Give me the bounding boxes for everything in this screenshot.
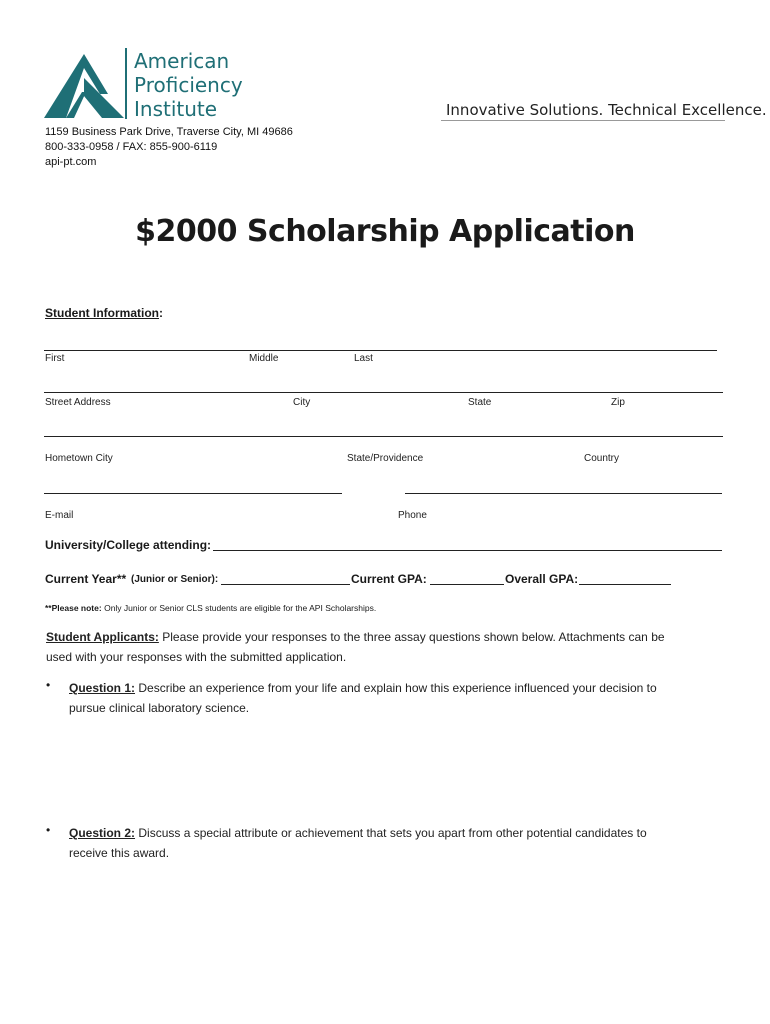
student-info-heading: [45, 306, 163, 320]
city-label: City: [293, 397, 311, 408]
tagline: Innovative Solutions. Technical Excellence.: [446, 101, 767, 119]
question-2-label: Question 2:: [69, 826, 136, 840]
brand-line-3: Institute: [134, 97, 218, 121]
overall-gpa-field[interactable]: [579, 584, 671, 585]
middle-label: Middle: [249, 353, 279, 364]
hometown-label: Hometown City: [45, 453, 113, 464]
question-2: [69, 823, 739, 863]
question-1-text-1: Describe an experience from your life and explain how this experience influenced your decision to: [138, 681, 657, 695]
state-label: State: [468, 397, 492, 408]
question-2-text-1: Discuss a special attribute or achievement that sets you apart from other potential candidates to: [138, 826, 647, 840]
applicants-paragraph: [46, 627, 736, 667]
phone-label: Phone: [398, 510, 427, 521]
address: 1159 Business Park Drive, Traverse City, MI 49686: [45, 126, 293, 138]
question-1-text-2: pursue clinical laboratory science.: [69, 701, 250, 715]
phone-field[interactable]: [405, 493, 722, 494]
hometown-state-label: State/Providence: [347, 453, 424, 464]
email-label: E-mail: [45, 510, 74, 521]
question-1-label: Question 1:: [69, 681, 136, 695]
note-text: Only Junior or Senior CLS students are eligible for the API Scholarships.: [104, 603, 377, 613]
brand-line-1: American: [134, 49, 230, 73]
eligibility-note: [45, 603, 376, 613]
student-info-heading-text: Student Information: [45, 306, 159, 320]
last-label: Last: [354, 353, 373, 364]
current-year-field[interactable]: [221, 584, 350, 585]
phone-fax: 800-333-0958 / FAX: 855-900-6119: [45, 141, 218, 153]
api-logo-icon: [44, 50, 124, 120]
applicants-heading: Student Applicants:: [46, 630, 159, 644]
street-label: Street Address: [45, 397, 111, 408]
note-label: **Please note:: [45, 603, 102, 613]
first-label: First: [45, 353, 65, 364]
zip-label: Zip: [611, 397, 625, 408]
address-field[interactable]: [44, 392, 723, 393]
university-label: University/College attending:: [45, 538, 212, 552]
current-gpa-label: Current GPA:: [351, 572, 427, 586]
brand-line-2: Proficiency: [134, 73, 243, 97]
current-gpa-field[interactable]: [430, 584, 504, 585]
current-year-hint: (Junior or Senior):: [131, 574, 219, 585]
hometown-field[interactable]: [44, 436, 723, 437]
logo-divider: [125, 48, 127, 119]
bullet-icon: •: [46, 678, 51, 692]
page-title: $2000 Scholarship Application: [135, 214, 635, 249]
question-2-text-2: receive this award.: [69, 846, 170, 860]
header-rule: [441, 120, 725, 121]
applicants-text-1: Please provide your responses to the three assay questions shown below. Attachments can be: [162, 630, 665, 644]
overall-gpa-label: Overall GPA:: [505, 572, 579, 586]
bullet-icon: •: [46, 823, 51, 837]
question-1: [69, 678, 739, 718]
name-field[interactable]: [44, 350, 717, 351]
email-field[interactable]: [44, 493, 342, 494]
applicants-text-2: used with your responses with the submitted application.: [46, 650, 347, 664]
brand-name: [134, 49, 243, 121]
student-info-colon: :: [159, 306, 163, 320]
website: api-pt.com: [45, 156, 97, 168]
university-field[interactable]: [213, 550, 722, 551]
current-year-label: Current Year**: [45, 572, 127, 586]
country-label: Country: [584, 453, 620, 464]
contact-block: [45, 125, 293, 170]
